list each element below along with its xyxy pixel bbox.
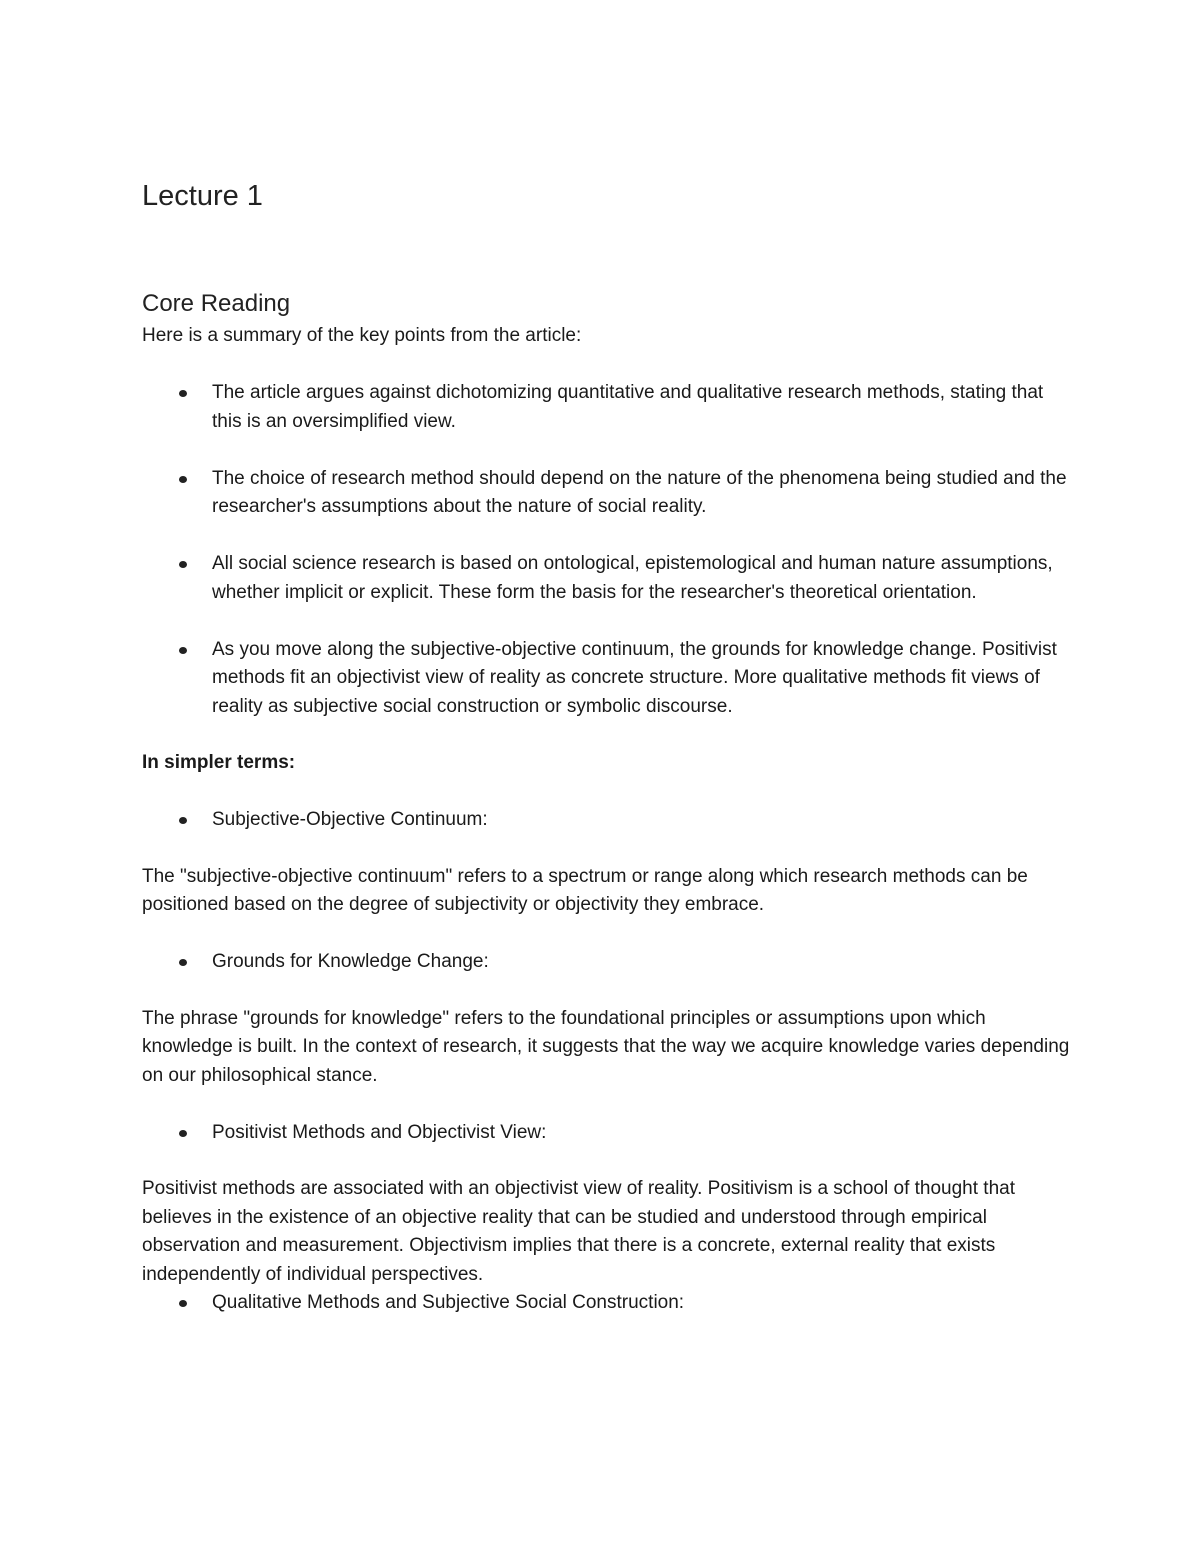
section-heading: Core Reading	[142, 290, 291, 317]
list-item-text: The article argues against dichotomizing quantitative and qualitative research methods, stating that this is an oversimplified view.	[212, 382, 1044, 432]
term-explanation: The "subjective-objective continuum" refers to a spectrum or range along which research methods can be positioned based on the degree of subjectivity or objectivity they embrace.	[142, 865, 1028, 915]
bullet-icon	[179, 647, 187, 654]
term-label: Qualitative Methods and Subjective Social Construction:	[212, 1292, 685, 1313]
list-item	[142, 550, 1072, 607]
key-points-list	[142, 379, 1072, 721]
list-item	[142, 379, 1072, 436]
list-item	[142, 1119, 1072, 1148]
list-item	[142, 1289, 1072, 1318]
document-body	[142, 176, 1072, 1318]
list-item	[142, 806, 1072, 835]
bullet-icon	[179, 959, 187, 966]
term-label: Grounds for Knowledge Change:	[212, 951, 489, 972]
list-item-text: As you move along the subjective-objective continuum, the grounds for knowledge change. Positivist methods fit an objectivist view of reality as concrete structure. More qualitative methods fit views of reality as subjective social construction or symbolic discourse.	[212, 638, 1057, 717]
term-explanation: The phrase "grounds for knowledge" refers to the foundational principles or assumptions upon which knowledge is built. In the context of research, it suggests that the way we acquire knowledge varies depending on our philosophical stance.	[142, 1007, 1070, 1086]
bullet-icon	[179, 476, 187, 483]
bullet-icon	[179, 390, 187, 397]
bullet-icon	[179, 1300, 187, 1307]
term-label: Subjective-Objective Continuum:	[212, 809, 488, 830]
simpler-terms-heading: In simpler terms:	[142, 752, 296, 773]
term-list-2	[142, 948, 1072, 977]
bullet-icon	[179, 1130, 187, 1137]
list-item	[142, 636, 1072, 722]
term-list-4	[142, 1289, 1072, 1318]
page-title: Lecture 1	[142, 180, 263, 212]
term-label: Positivist Methods and Objectivist View:	[212, 1121, 547, 1143]
list-item	[142, 465, 1072, 522]
bullet-icon	[179, 561, 187, 568]
term-list-1	[142, 806, 1072, 835]
list-item-text: The choice of research method should depend on the nature of the phenomena being studied and the researcher's assumptions about the nature of social reality.	[212, 467, 1067, 517]
intro-text: Here is a summary of the key points from the article:	[142, 325, 582, 346]
bullet-icon	[179, 817, 187, 824]
list-item	[142, 948, 1072, 977]
term-explanation: Positivist methods are associated with an objectivist view of reality. Positivism is a school of thought that believes in the existence of an objective reality that can be studied and understood through empirical observation and measurement. Objectivism implies that there is a concrete, external reality that exists independently of individual perspectives.	[142, 1178, 1015, 1285]
term-list-3	[142, 1119, 1072, 1148]
list-item-text: All social science research is based on ontological, epistemological and human nature assumptions, whether implicit or explicit. These form the basis for the researcher's theoretical orientation.	[212, 553, 1053, 603]
